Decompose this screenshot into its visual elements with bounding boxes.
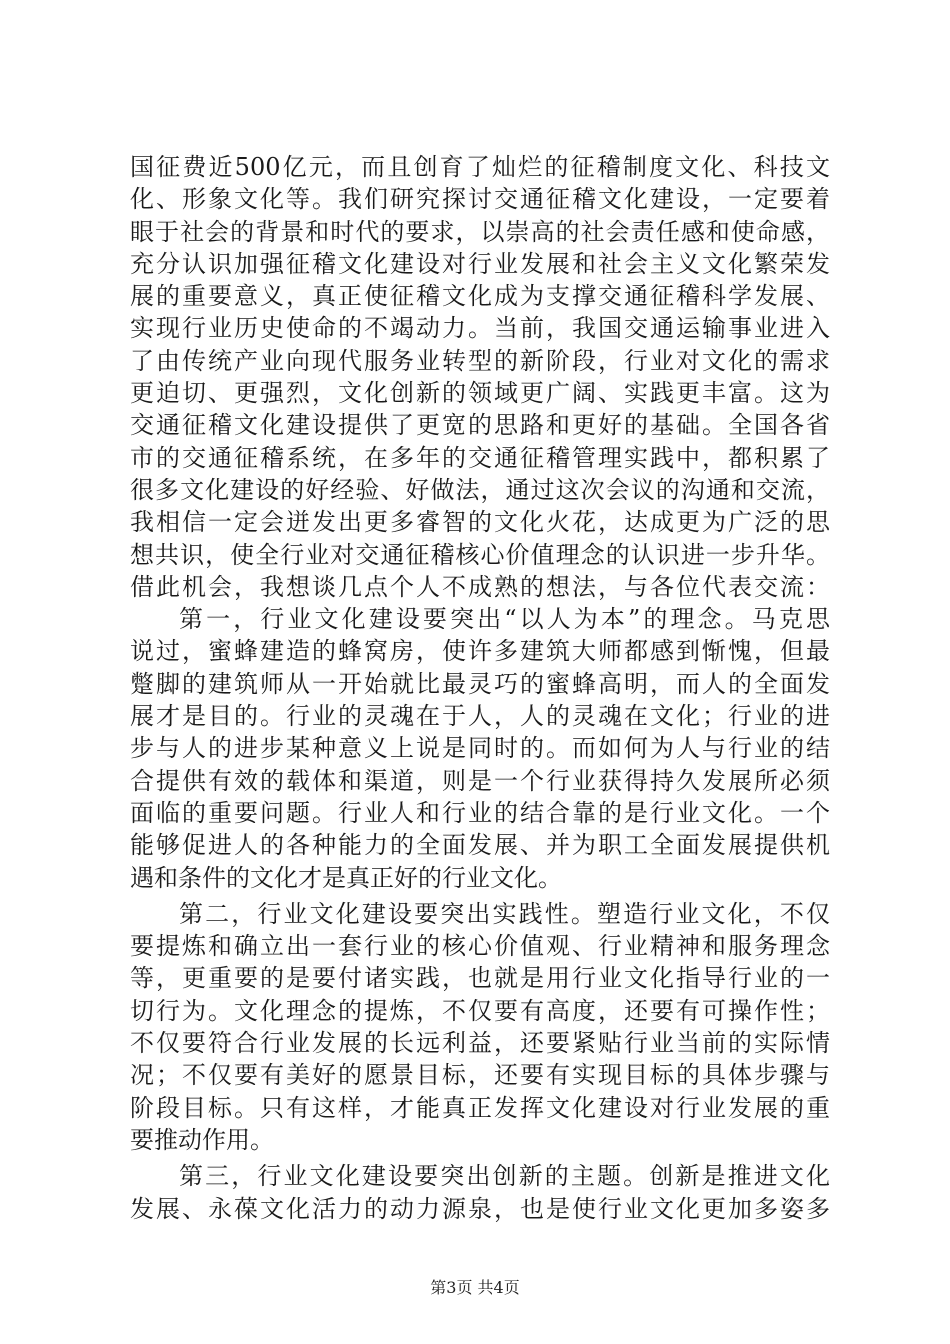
text-line: 展的重要意义，真正使征稽文化成为支撑交通征稽科学发展、 [130, 282, 830, 311]
text-line: 想共识，使全行业对交通征稽核心价值理念的认识进一步升华。 [130, 540, 830, 569]
paragraph-continuation [130, 151, 830, 603]
text-line: 要推动作用。 [130, 1125, 274, 1154]
text-line: 发展、永葆文化活力的动力源泉，也是使行业文化更加多姿多 [130, 1194, 830, 1223]
text-line: 实现行业历史使命的不竭动力。当前，我国交通运输事业进入 [130, 314, 830, 343]
text-line: 面临的重要问题。行业人和行业的结合靠的是行业文化。一个 [130, 798, 830, 827]
text-line: 切行为。文化理念的提炼，不仅要有高度，还要有可操作性； [130, 996, 830, 1025]
text-line: 第一，行业文化建设要突出“以人为本”的理念。马克思 [179, 605, 830, 634]
document-body [130, 151, 830, 1225]
text-line: 蹩脚的建筑师从一开始就比最灵巧的蜜蜂高明，而人的全面发 [130, 669, 830, 698]
text-line: 市的交通征稽系统，在多年的交通征稽管理实践中，都积累了 [130, 443, 830, 472]
text-line: 遇和条件的文化才是真正好的行业文化。 [130, 863, 562, 892]
text-line: 展才是目的。行业的灵魂在于人，人的灵魂在文化；行业的进 [130, 702, 830, 731]
text-line: 不仅要符合行业发展的长远利益，还要紧贴行业当前的实际情 [130, 1029, 830, 1058]
text-line: 步与人的进步某种意义上说是同时的。而如何为人与行业的结 [130, 734, 830, 763]
page-footer [0, 1275, 950, 1298]
text-line: 能够促进人的各种能力的全面发展、并为职工全面发展提供机 [130, 831, 830, 860]
page-number: 第3页 共4页 [430, 1278, 520, 1297]
text-line: 化、形象文化等。我们研究探讨交通征稽文化建设，一定要着 [130, 185, 830, 214]
paragraph-practice [130, 898, 830, 1156]
paragraph-people-oriented [130, 603, 830, 894]
paragraph-innovation [130, 1160, 830, 1225]
text-line: 交通征稽文化建设提供了更宽的思路和更好的基础。全国各省 [130, 411, 830, 440]
text-line: 况；不仅要有美好的愿景目标，还要有实现目标的具体步骤与 [130, 1061, 830, 1090]
text-line: 阶段目标。只有这样，才能真正发挥文化建设对行业发展的重 [130, 1093, 830, 1122]
text-line: 了由传统产业向现代服务业转型的新阶段，行业对文化的需求 [130, 346, 830, 375]
text-line: 充分认识加强征稽文化建设对行业发展和社会主义文化繁荣发 [130, 249, 830, 278]
text-line: 很多文化建设的好经验、好做法，通过这次会议的沟通和交流， [130, 475, 830, 504]
text-line: 合提供有效的载体和渠道，则是一个行业获得持久发展所必须 [130, 766, 830, 795]
text-line: 说过，蜜蜂建造的蜂窝房，使许多建筑大师都感到惭愧，但最 [130, 637, 830, 666]
text-line: 第二，行业文化建设要突出实践性。塑造行业文化，不仅 [179, 899, 830, 928]
text-line: 第三，行业文化建设要突出创新的主题。创新是推进文化 [179, 1162, 830, 1191]
text-line: 我相信一定会迸发出更多睿智的文化火花，达成更为广泛的思 [130, 508, 830, 537]
text-line: 国征费近500亿元，而且创育了灿烂的征稽制度文化、科技文 [130, 153, 830, 181]
text-line: 眼于社会的背景和时代的要求，以崇高的社会责任感和使命感， [130, 217, 830, 246]
text-line: 要提炼和确立出一套行业的核心价值观、行业精神和服务理念 [130, 932, 830, 961]
text-line: 更迫切、更强烈，文化创新的领域更广阔、实践更丰富。这为 [130, 379, 830, 408]
text-line: 借此机会，我想谈几点个人不成熟的想法，与各位代表交流： [130, 572, 830, 601]
text-line: 等，更重要的是要付诸实践，也就是用行业文化指导行业的一 [130, 964, 830, 993]
